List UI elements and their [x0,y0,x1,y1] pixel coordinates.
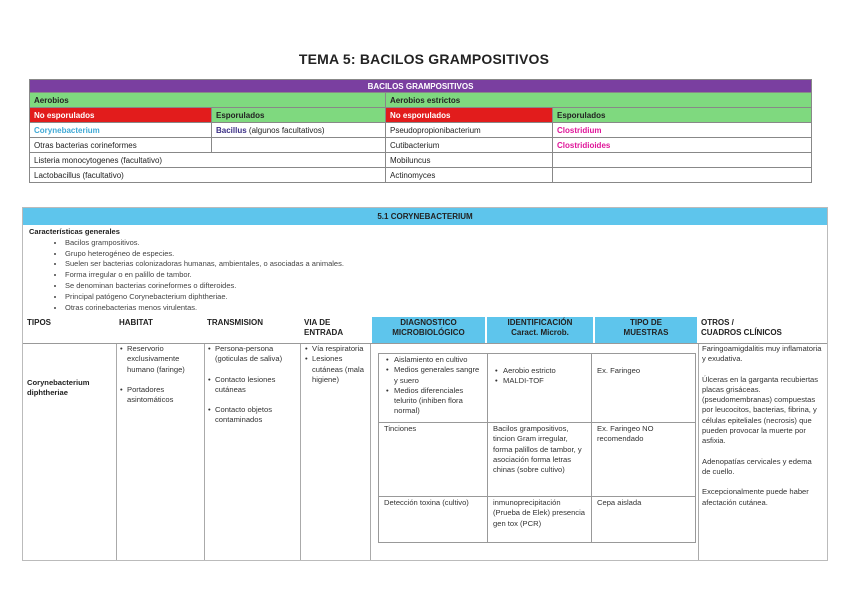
header-via-line1: VIA DE [304,318,331,327]
table-cell: Cutibacterium [386,138,553,153]
otros-cell [702,344,822,560]
aerobios-estrictos-header: Aerobios estrictos [386,93,812,108]
table-cell: Actinomyces [386,168,553,183]
header-ident-line1: IDENTIFICACIÓN [507,318,573,327]
column-divider [698,344,699,560]
table-cell [212,123,386,138]
list-item: • Principal patógeno Corynebacterium diphtheriae. [65,292,819,303]
via-cell [304,344,368,560]
table-cell: Ex. Faringeo [592,354,696,423]
table-cell: Listeria monocytogenes (facultativo) [30,153,386,168]
header-tipo-line2: MUESTRAS [623,328,669,337]
diagnostico-table [378,353,696,543]
header-diag-line1: DIAGNOSTICO [400,318,457,327]
bacillus-note: (algunos facultativos) [246,125,325,135]
table-cell: Cepa aislada [592,497,696,543]
table-cell [379,354,488,423]
esporulados-header: Esporulados [212,108,386,123]
habitat-cell [119,344,199,560]
table-cell [553,153,812,168]
section-header: 5.1 CORYNEBACTERIUM [23,208,827,225]
list-item: • Aerobio estricto [503,366,586,376]
table-cell [553,168,812,183]
column-divider [116,344,117,560]
header-tipo-muestras [595,317,697,344]
header-diag-line2: MICROBIOLÓGICO [392,328,465,337]
list-item: • Lesiones cutáneas (mala higiene) [312,354,368,385]
header-habitat: HABITAT [119,318,153,327]
header-via [304,317,370,344]
header-otros [701,317,821,344]
bacillus-name: Bacillus [216,125,247,135]
header-identificacion [487,317,593,344]
table-cell: inmunoprecipitación (Prueba de Elek) presencia gen tox (PCR) [488,497,592,543]
list-item: • Contacto objetos contaminados [215,405,295,426]
table-cell: Otras bacterias corineformes [30,138,212,153]
table-cell: Corynebacterium [30,123,212,138]
list-item: • Vía respiratoria [312,344,368,354]
species-name: Corynebacterium diphtheriae [27,378,90,398]
header-otros-line2: CUADROS CLÍNICOS [701,328,782,337]
table-cell: Pseudopropionibacterium [386,123,553,138]
header-tipo-line1: TIPO DE [629,318,662,327]
list-item: • Medios diferenciales telurito (inhiben flora normal) [394,386,482,417]
corynebacterium-section [22,207,828,561]
list-item: • MALDI-TOF [503,376,586,386]
list-item: • Medios generales sangre y suero [394,365,482,386]
clinical-text: Adenopatías cervicales y edema de cuello. [702,456,812,476]
column-divider [204,344,205,560]
page-title: TEMA 5: BACILOS GRAMPOSITIVOS [298,51,550,67]
table-cell: Ex. Faringeo NO recomendado [592,423,696,497]
table-cell: Lactobacillus (facultativo) [30,168,386,183]
list-item: • Reservorio exclusivamente humano (faringe) [127,344,199,375]
list-item: • Grupo heterogéneo de especies. [65,249,819,260]
column-headers [23,317,827,343]
list-item: • Forma irregular o en palillo de tambor. [65,270,819,281]
table-cell: Clostridium [553,123,812,138]
table-cell [212,138,386,153]
list-item: • Se denominan bacterias corineformes o difteroides. [65,281,819,292]
no-esporulados-header: No esporulados [386,108,553,123]
header-tipos: TIPOS [27,318,52,327]
list-item: • Aislamiento en cultivo [394,355,482,365]
table-cell: Tinciones [379,423,488,497]
clinical-text: Úlceras en la garganta recubiertas placas grisáceas. (pseudomembranas) compuestas por leucocitos, bacterias, fibrina, y células epiteliales (necrosis) que pueden provocar la muerte por asfixia. [702,374,819,446]
clinical-text: Faringoamigdalitis muy inflamatoria y exudativa. [702,344,822,364]
column-divider [370,344,371,560]
list-item: • Otras corinebacterias menos virulentas. [65,303,819,314]
table-cell: Bacilos grampositivos, tincion Gram irregular, forma palillos de tambor, y asociación forma letras chinas (sobre cultivo) [488,423,592,497]
list-item: • Suelen ser bacterias colonizadoras humanas, ambientales, o asociadas a animales. [65,259,819,270]
aerobios-header: Aerobios [30,93,386,108]
general-characteristics [29,227,819,313]
esporulados-header: Esporulados [553,108,812,123]
table-cell [488,354,592,423]
list-item: • Contacto lesiones cutáneas [215,375,295,396]
header-otros-line1: OTROS / [701,318,734,327]
list-item: • Persona-persona (goticulas de saliva) [215,344,295,365]
column-divider [300,344,301,560]
table-header: BACILOS GRAMPOSITIVOS [30,80,812,93]
header-diagnostico [372,317,485,344]
list-item: • Bacilos grampositivos. [65,238,819,249]
table-cell: Detección toxina (cultivo) [379,497,488,543]
species-row [23,343,827,560]
header-via-line2: ENTRADA [304,328,344,337]
general-title: Características generales [29,227,120,236]
table-cell: Mobiluncus [386,153,553,168]
bacilos-table [29,79,812,183]
clinical-text: Excepcionalmente puede haber afectación cutánea. [702,487,809,507]
table-cell: Clostridioides [553,138,812,153]
header-ident-line2: Caract. Microb. [511,328,569,337]
transmision-cell [207,344,295,560]
header-transmision: TRANSMISION [207,318,263,327]
list-item: • Portadores asintomáticos [127,385,199,406]
no-esporulados-header: No esporulados [30,108,212,123]
